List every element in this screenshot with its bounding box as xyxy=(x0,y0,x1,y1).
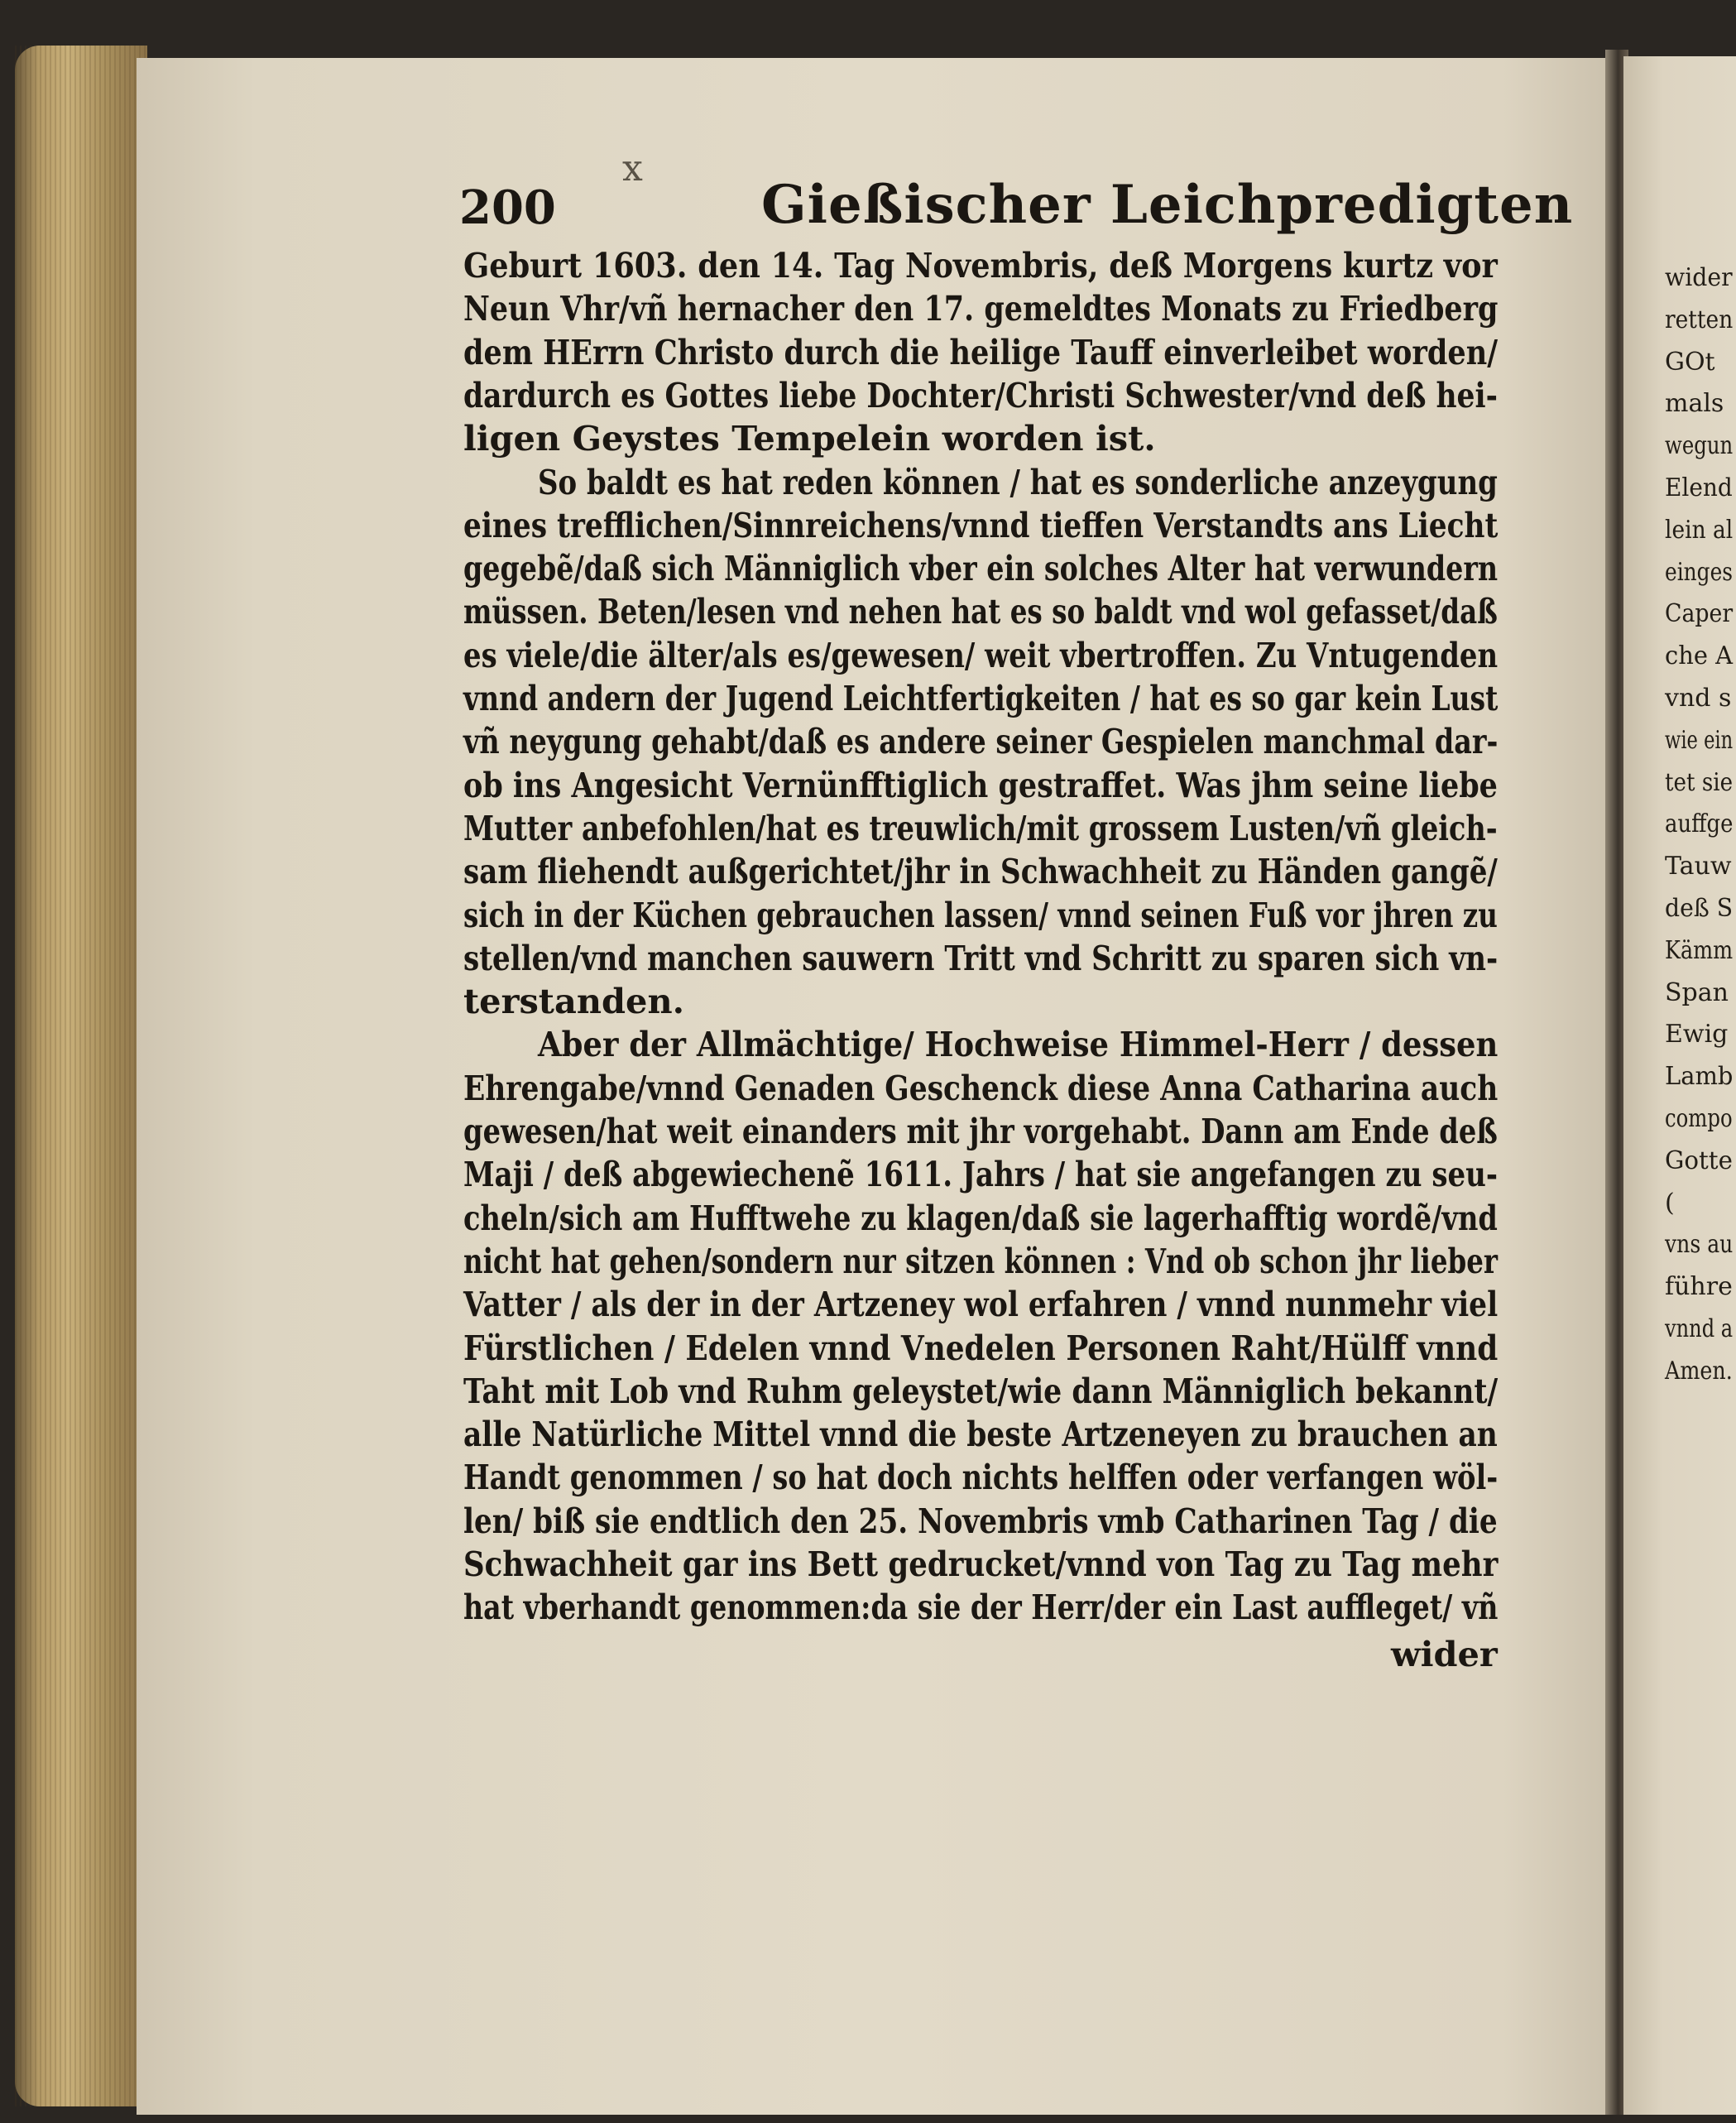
text-line: ob ins Angesicht Vernünfftiglich gestraffet. Was jhm seine liebe xyxy=(463,764,1498,805)
facing-line-fragment: wegun xyxy=(1665,431,1734,461)
text-line: Mutter anbefohlen/hat es treuwlich/mit grossem Lusten/vñ gleich- xyxy=(463,807,1498,848)
text-line: sich in der Küchen gebrauchen lassen/ vnnd seinen Fuß vor jhren zu xyxy=(463,894,1498,935)
text-line: Neun Vhr/vñ hernacher den 17. gemeldtes Monats zu Friedberg xyxy=(463,288,1499,329)
text-line: Vatter / als der in der Artzeney wol erfahren / vnnd nunmehr viel xyxy=(463,1284,1499,1325)
text-line: dem HErrn Christo durch die heilige Tauff einverleibet worden/ xyxy=(463,331,1499,372)
facing-line-fragment: Caper xyxy=(1665,599,1734,629)
text-line: stellen/vnd manchen sauwern Tritt vnd Schritt zu sparen sich vn- xyxy=(463,937,1499,978)
text-line: gegebẽ/daß sich Männiglich vber ein solches Alter hat verwundern xyxy=(463,548,1499,589)
facing-line-fragment: Ewig xyxy=(1665,1020,1729,1049)
text-block-edge xyxy=(15,46,147,2106)
text-line: sam fliehendt außgerichtet/jhr in Schwachheit zu Händen gangẽ/ xyxy=(463,851,1498,892)
text-line: Taht mit Lob vnd Ruhm geleystet/wie dann Männiglich bekannt/ xyxy=(463,1370,1499,1411)
text-line: Fürstlichen / Edelen vnnd Vnedelen Personen Raht/Hülff vnnd xyxy=(463,1327,1499,1368)
text-line: Schwachheit gar ins Bett gedrucket/vnnd von Tag zu Tag mehr xyxy=(463,1544,1499,1584)
text-line: len/ biß sie endtlich den 25. Novembris vmb Catharinen Tag / die xyxy=(463,1500,1498,1541)
facing-line-fragment: Kämm xyxy=(1665,935,1734,965)
facing-line-fragment: tet sie xyxy=(1665,767,1734,797)
text-line: nicht hat gehen/sondern nur sitzen können : Vnd ob schon jhr lieber xyxy=(463,1240,1499,1281)
facing-line-fragment: Span xyxy=(1665,977,1729,1007)
text-line: gewesen/hat weit einanders mit jhr vorgehabt. Dann am Ende deß xyxy=(463,1111,1498,1151)
facing-line-fragment: ( xyxy=(1665,1188,1675,1218)
text-line: müssen. Beten/lesen vnd nehen hat es so baldt vnd wol gefasset/daß xyxy=(463,591,1498,632)
text-line: Ehrengabe/vnnd Genaden Geschenck diese Anna Catharina auch xyxy=(463,1067,1499,1108)
facing-line-fragment: lein al xyxy=(1665,515,1734,545)
text-line: terstanden. xyxy=(463,981,685,1022)
page-number: 200 xyxy=(459,180,556,235)
text-line: So baldt es hat reden können / hat es sonderliche anzeygung xyxy=(538,461,1498,502)
facing-line-fragment: wie ein xyxy=(1665,725,1734,755)
text-line: vñ neygung gehabt/daß es andere seiner Gespielen manchmal dar- xyxy=(463,721,1499,762)
facing-line-fragment: che A xyxy=(1665,641,1734,671)
facing-line-fragment: Gotte xyxy=(1665,1146,1733,1175)
text-line: Handt genommen / so hat doch nichts helffen oder verfangen wöl- xyxy=(463,1457,1499,1498)
facing-line-fragment: vnnd a xyxy=(1665,1314,1734,1343)
facing-line-fragment: vns au xyxy=(1665,1230,1734,1260)
facing-line-fragment: führe xyxy=(1665,1272,1733,1302)
text-line: vnnd andern der Jugend Leichtfertigkeiten / hat es so gar kein Lust xyxy=(463,678,1499,718)
facing-line-fragment: retten xyxy=(1665,305,1734,334)
text-line: Aber der Allmächtige/ Hochweise Himmel-Herr / dessen xyxy=(538,1024,1499,1065)
text-line: Maji / deß abgewiechenẽ 1611. Jahrs / hat sie angefangen zu seu- xyxy=(463,1154,1499,1195)
text-line: ligen Geystes Tempelein worden ist. xyxy=(463,418,1156,459)
facing-line-fragment: wider xyxy=(1665,263,1733,292)
facing-line-fragment: GOt xyxy=(1665,347,1715,377)
facing-line-fragment: compo xyxy=(1665,1104,1733,1133)
running-head: Gießischer Leichpredigten xyxy=(761,174,1574,236)
catchword: wider xyxy=(1391,1633,1498,1674)
text-line: Geburt 1603. den 14. Tag Novembris, deß Morgens kurtz vor xyxy=(463,245,1498,286)
facing-line-fragment: Elend xyxy=(1665,473,1733,502)
pencil-mark: x xyxy=(622,147,643,190)
text-line: es viele/die älter/als es/gewesen/ weit vbertroffen. Zu Vntugenden xyxy=(463,634,1499,675)
text-line: dardurch es Gottes liebe Dochter/Christi Schwester/vnd deß hei- xyxy=(463,374,1498,415)
text-line: hat vberhandt genommen:da sie der Herr/der ein Last auffleget/ vñ xyxy=(463,1587,1499,1628)
text-line: eines trefflichen/Sinnreichens/vnnd tieffen Verstandts ans Liecht xyxy=(463,504,1499,545)
facing-line-fragment: deß S xyxy=(1665,894,1734,923)
facing-line-fragment: vnd s xyxy=(1665,684,1732,713)
facing-line-fragment: auffge xyxy=(1665,809,1734,839)
facing-line-fragment: einges xyxy=(1665,557,1734,587)
text-line: cheln/sich am Hufftwehe zu klagen/daß sie lagerhafftig wordẽ/vnd xyxy=(463,1197,1498,1238)
facing-line-fragment: Amen. xyxy=(1665,1356,1733,1386)
text-line: alle Natürliche Mittel vnnd die beste Artzeneyen zu brauchen an xyxy=(463,1414,1498,1455)
facing-line-fragment: Lamb xyxy=(1665,1062,1734,1092)
facing-line-fragment: Tauw xyxy=(1665,852,1732,881)
facing-line-fragment: mals xyxy=(1665,389,1724,419)
